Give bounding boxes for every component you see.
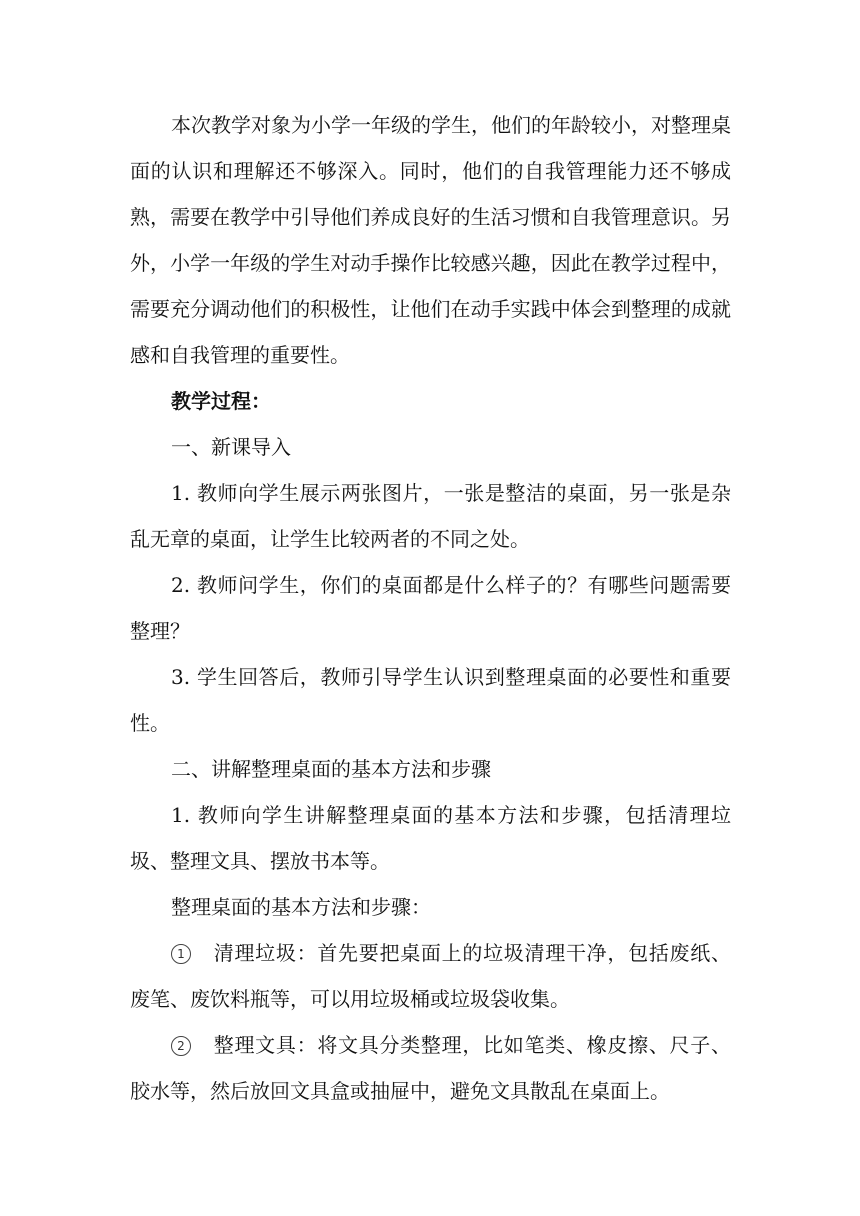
section1-item-2: 2. 教师问学生，你们的桌面都是什么样子的？有哪些问题需要整理？ xyxy=(130,573,731,643)
intro-paragraph: 本次教学对象为小学一年级的学生，他们的年龄较小，对整理桌面的认识和理解还不够深入。同时，他们的自我管理能力还不够成熟，需要在教学中引导他们养成良好的生活习惯和自我管理意识。另外，小学一年级的学生对动手操作比较感兴趣，因此在教学过程中，需要充分调动他们的积极性，让他们在动手实践中体会到整理的成就感和自我管理的重要性。 xyxy=(130,113,731,367)
step-1 xyxy=(130,930,731,1022)
section1-item-1: 1. 教师向学生展示两张图片，一张是整洁的桌面，另一张是杂乱无章的桌面，让学生比较两者的不同之处。 xyxy=(130,481,731,551)
step-2-text: 整理文具：将文具分类整理，比如笔类、橡皮擦、尺子、胶水等，然后放回文具盒或抽屉中，避免文具散乱在桌面上。 xyxy=(130,1033,731,1103)
section2-item-1: 1. 教师向学生讲解整理桌面的基本方法和步骤，包括清理垃圾、整理文具、摆放书本等。 xyxy=(130,803,731,873)
step-1-text: 清理垃圾：首先要把桌面上的垃圾清理干净，包括废纸、废笔、废饮料瓶等，可以用垃圾桶或垃圾袋收集。 xyxy=(130,941,731,1011)
circled-number-marker: 1 xyxy=(171,944,191,964)
document-page xyxy=(130,102,731,1114)
circled-number-marker: 2 xyxy=(171,1036,191,1056)
steps-intro: 整理桌面的基本方法和步骤： xyxy=(171,895,431,919)
step-2 xyxy=(130,1022,731,1114)
process-heading: 教学过程： xyxy=(171,389,271,413)
section1-item-3: 3. 学生回答后，教师引导学生认识到整理桌面的必要性和重要性。 xyxy=(130,665,731,735)
section2-title: 二、讲解整理桌面的基本方法和步骤 xyxy=(171,757,491,781)
section1-title: 一、新课导入 xyxy=(171,435,291,459)
